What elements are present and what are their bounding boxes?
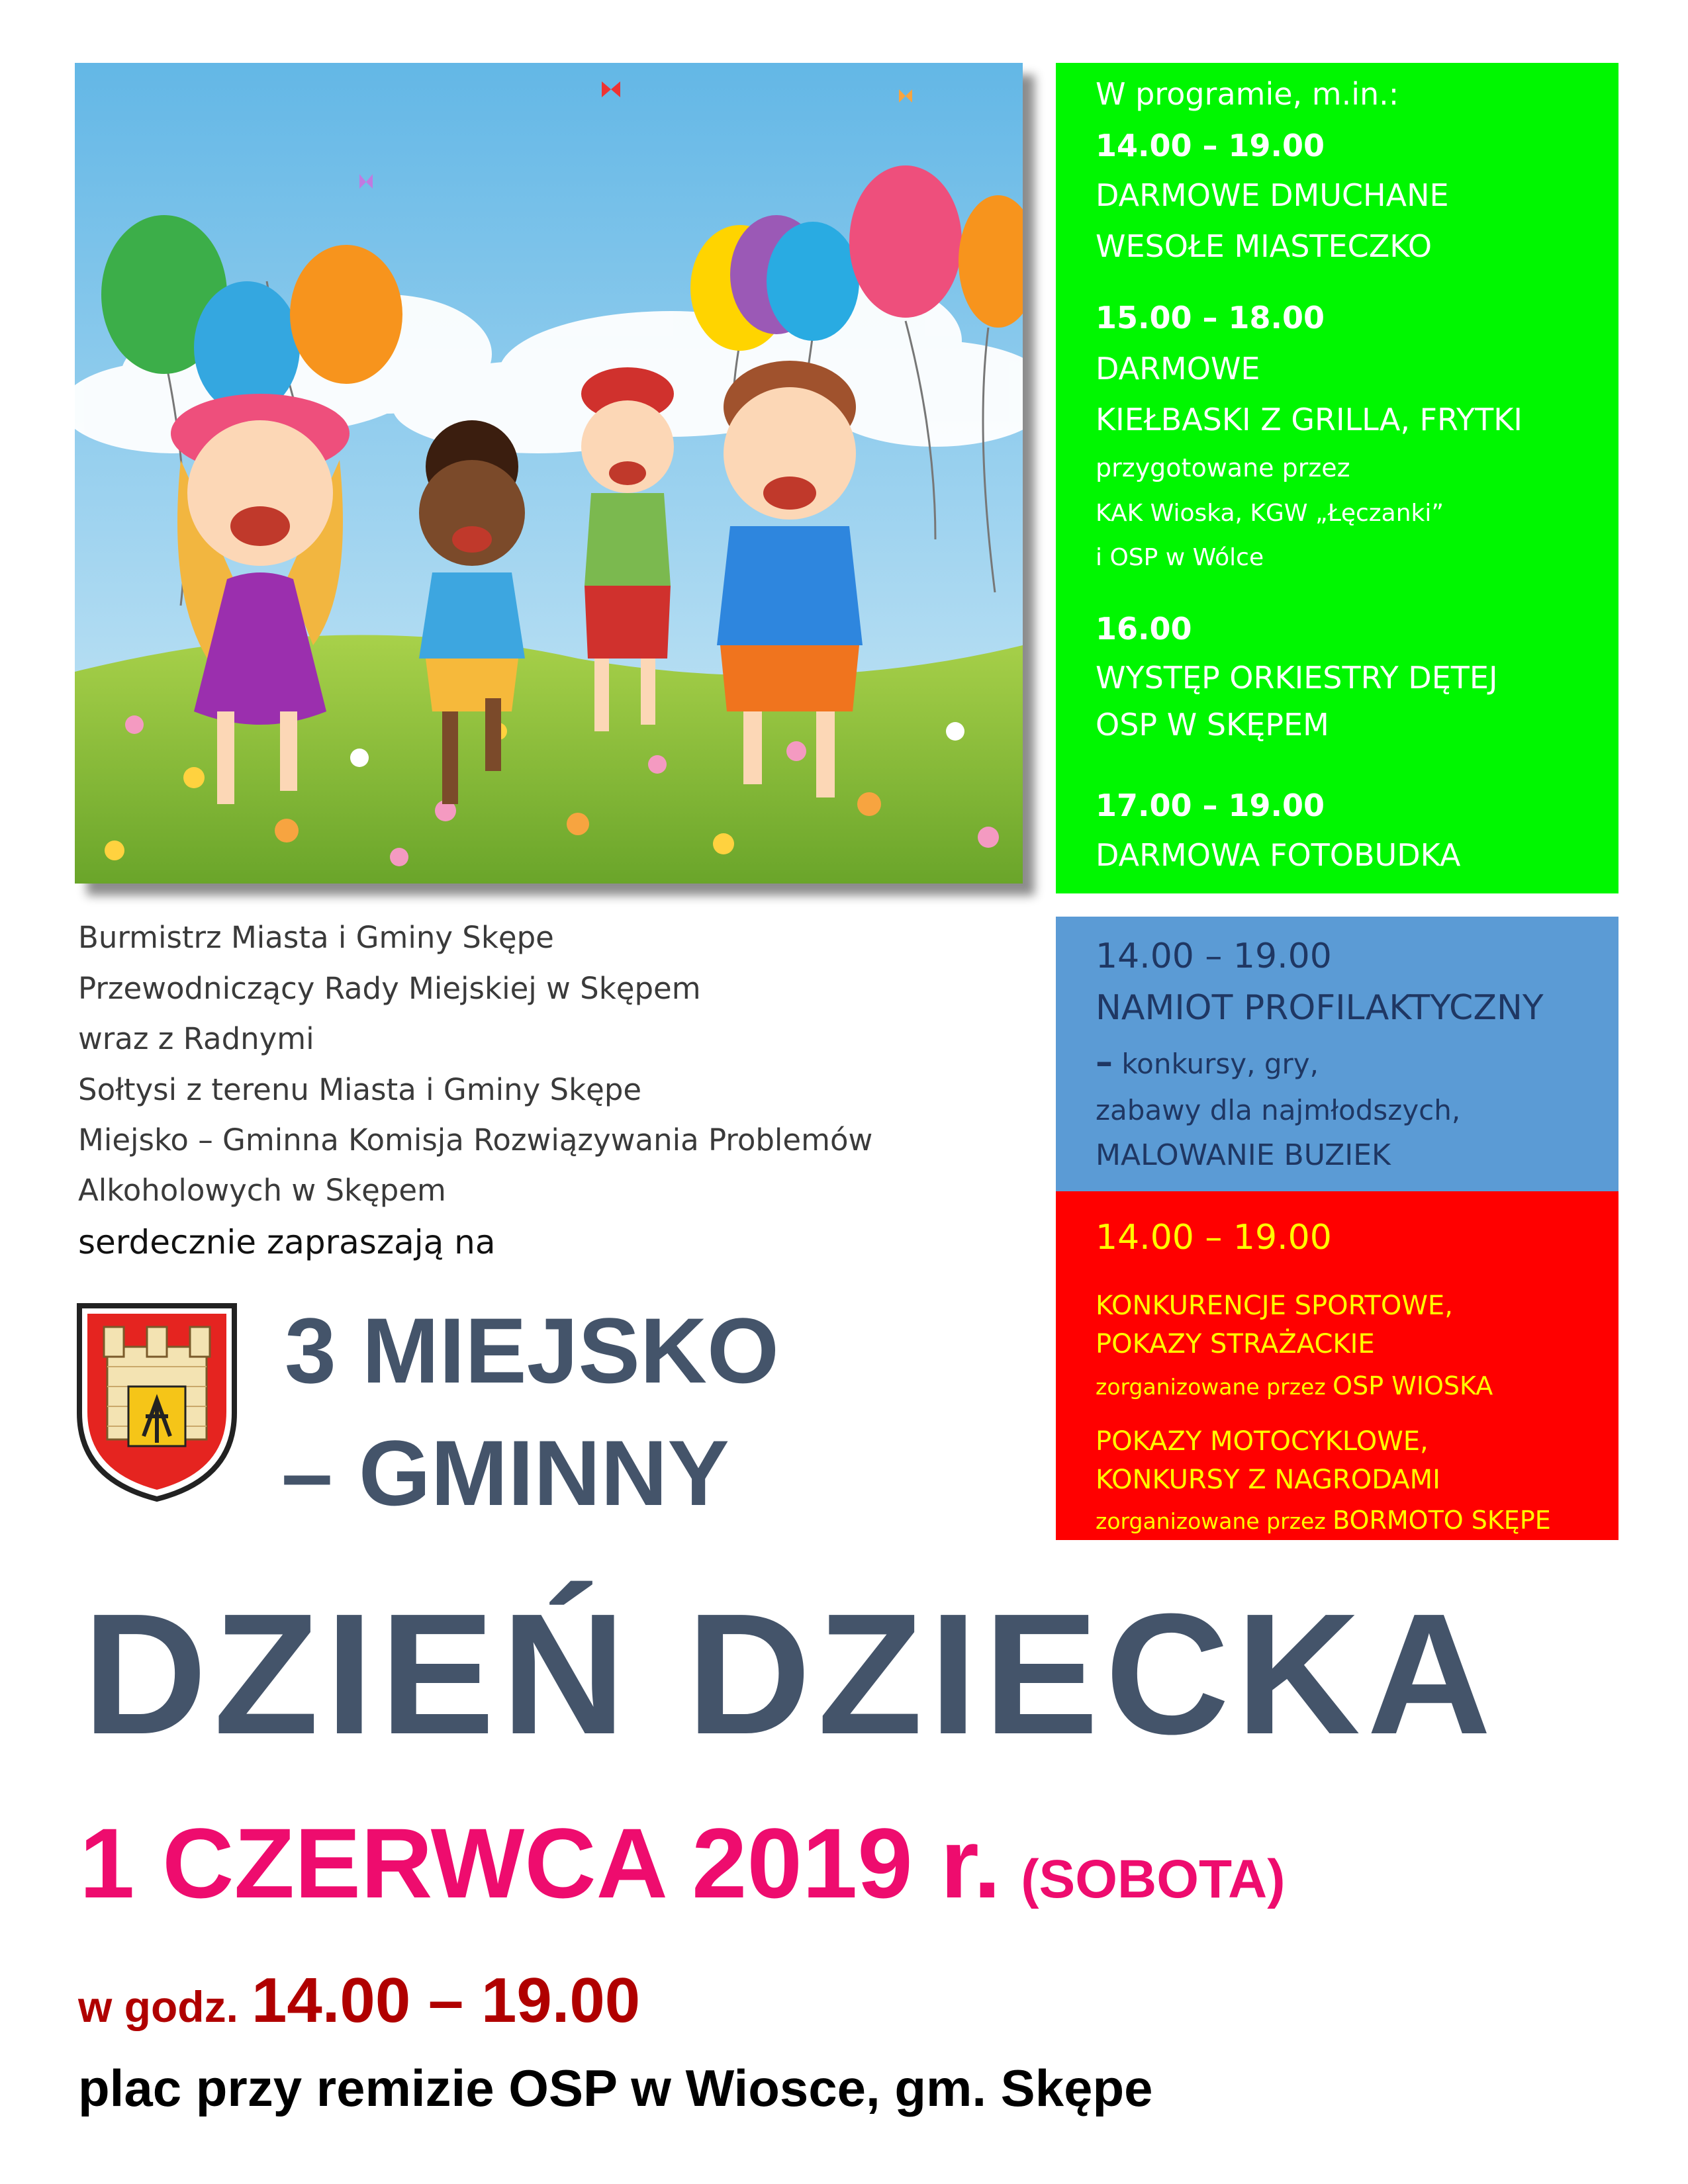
organizer-line: Burmistrz Miasta i Gminy Skępe (78, 920, 554, 955)
program-line: WESOŁE MIASTECZKO (1096, 228, 1432, 264)
organizer-line: wraz z Radnymi (78, 1021, 314, 1056)
red-org1 (1096, 1371, 1493, 1400)
blue-desc-line (1096, 1042, 1319, 1082)
blue-title: NAMIOT PROFILAKTYCZNY (1096, 988, 1544, 1028)
organizer-line: Sołtysi z terenu Miasta i Gminy Skępe (78, 1072, 642, 1107)
blue-desc2: zabawy dla najmłodszych, (1096, 1094, 1461, 1126)
program-box-green (1056, 63, 1618, 893)
event-date-main: 1 CZERWCA 2019 r. (79, 1807, 1002, 1919)
program-line: KIEŁBASKI Z GRILLA, FRYTKI (1096, 402, 1523, 437)
event-title: DZIEŃ DZIECKA (83, 1578, 1498, 1770)
program-box-blue (1056, 917, 1618, 1191)
red-org1-name: OSP WIOSKA (1333, 1371, 1493, 1400)
red-line: KONKURENCJE SPORTOWE, (1096, 1291, 1453, 1321)
program-line: DARMOWE DMUCHANE (1096, 177, 1449, 213)
organizer-line: Miejsko – Gminna Komisja Rozwiązywania Problemów (78, 1122, 873, 1158)
program-time: 15.00 – 18.00 (1096, 300, 1325, 336)
event-hours-value: 14.00 – 19.00 (251, 1965, 641, 2036)
program-line: DARMOWE (1096, 351, 1260, 387)
program-time: 16.00 (1096, 611, 1192, 647)
event-hours (78, 1965, 641, 2036)
program-box-red (1056, 1191, 1618, 1540)
program-sub: przygotowane przez (1096, 453, 1350, 482)
coat-of-arms-logo (74, 1300, 240, 1502)
red-org1-prefix: zorganizowane przez (1096, 1374, 1326, 1400)
program-heading: W programie, m.in.: (1096, 76, 1399, 112)
red-time: 14.00 – 19.00 (1096, 1218, 1332, 1257)
blue-dash: – (1096, 1042, 1113, 1082)
program-line: DARMOWA FOTOBUDKA (1096, 837, 1461, 873)
event-subtitle-line1: 3 MIEJSKO (285, 1298, 779, 1402)
program-line: OSP W SKĘPEM (1096, 707, 1329, 743)
program-sub: KAK Wioska, KGW „Łęczanki” (1096, 500, 1444, 527)
blue-desc1: konkursy, gry, (1121, 1048, 1319, 1080)
program-time: 17.00 – 19.00 (1096, 788, 1325, 823)
event-place: plac przy remizie OSP w Wiosce, gm. Skępe (78, 2059, 1153, 2117)
event-hours-label: w godz. (78, 1982, 238, 2031)
invite-text: serdecznie zapraszają na (78, 1223, 496, 1261)
organizer-line: Przewodniczący Rady Miejskiej w Skępem (78, 971, 701, 1006)
event-date (79, 1807, 1286, 1919)
blue-extra: MALOWANIE BUZIEK (1096, 1138, 1391, 1172)
red-org2 (1096, 1506, 1551, 1535)
children-balloons-illustration (75, 63, 1023, 884)
event-day: (SOBOTA) (1021, 1849, 1286, 1909)
red-line: KONKURSY Z NAGRODAMI (1096, 1465, 1440, 1495)
program-sub: i OSP w Wólce (1096, 544, 1264, 571)
program-time: 14.00 – 19.00 (1096, 128, 1325, 163)
program-line: WYSTĘP ORKIESTRY DĘTEJ (1096, 660, 1498, 696)
red-org2-name: BORMOTO SKĘPE (1333, 1506, 1551, 1535)
red-org2-prefix: zorganizowane przez (1096, 1508, 1326, 1534)
organizer-line: Alkoholowych w Skępem (78, 1173, 446, 1208)
red-line: POKAZY MOTOCYKLOWE, (1096, 1426, 1429, 1457)
red-line: POKAZY STRAŻACKIE (1096, 1329, 1375, 1359)
event-subtitle-line2: – GMINNY (281, 1421, 729, 1525)
blue-time: 14.00 – 19.00 (1096, 936, 1332, 976)
